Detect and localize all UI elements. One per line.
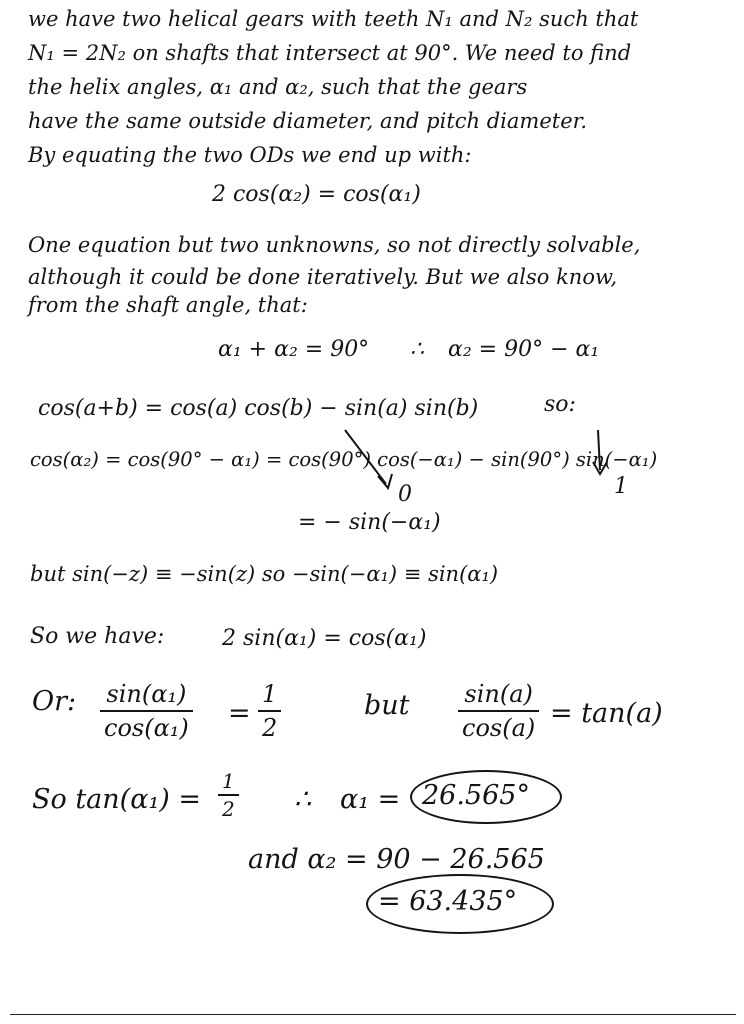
zero-result: 0 (398, 482, 412, 507)
expansion-line: cos(α₂) = cos(90° − α₁) = cos(90°) cos(−α₁) − sin(90°) sin(−α₁) (30, 448, 658, 471)
but-identity-line: but sin(−z) ≡ −sin(z) so −sin(−α₁) ≡ sin(α₁) (30, 562, 499, 586)
fraction-numerator: 1 (222, 769, 235, 793)
one-result: 1 (614, 474, 628, 499)
fraction-denominator: cos(a) (462, 714, 536, 742)
fraction-sin-over-cos-a (458, 680, 539, 742)
fraction-sin-over-cos-alpha1 (100, 680, 193, 742)
alpha2-expression: and α₂ = 90 − 26.565 (248, 844, 545, 875)
alpha2-answer: = 63.435° (378, 886, 518, 917)
neg-sin-line: = − sin(−α₁) (298, 510, 441, 535)
fraction-denominator: 2 (262, 714, 278, 742)
therefore-symbol: ∴ (410, 337, 424, 362)
equation-od: 2 cos(α₂) = cos(α₁) (212, 182, 421, 207)
or-label: Or: (32, 686, 77, 717)
so-tan-label: So tan(α₁) = (32, 784, 202, 815)
fraction-numerator: 1 (262, 680, 278, 708)
identity-cos-sum: cos(a+b) = cos(a) cos(b) − sin(a) sin(b) (38, 396, 479, 421)
bottom-rule (10, 1014, 736, 1015)
intro-line-1: we have two helical gears with teeth N₁ and N₂ such that (28, 7, 639, 31)
equation-have: 2 sin(α₁) = cos(α₁) (222, 626, 427, 651)
so-colon: so: (544, 392, 576, 417)
so-we-have-label: So we have: (30, 624, 165, 649)
equation-angle-sum: α₁ + α₂ = 90° (218, 337, 370, 362)
therefore-symbol-2: ∴ (294, 784, 312, 815)
but-label: but (364, 690, 410, 721)
para2-line-2: although it could be done iteratively. But we also know, (28, 265, 618, 289)
fraction-one-half-tan (218, 770, 239, 820)
para2-line-3: from the shaft angle, that: (28, 293, 308, 317)
fraction-bar (258, 710, 281, 712)
equals-sign: = (228, 698, 251, 729)
fraction-numerator: sin(α₁) (106, 680, 187, 708)
alpha1-answer: 26.565° (422, 780, 530, 811)
fraction-denominator: cos(α₁) (104, 714, 189, 742)
fraction-denominator: 2 (222, 797, 235, 821)
fraction-one-half (258, 680, 281, 742)
fraction-bar (458, 710, 539, 712)
intro-line-5: By equating the two ODs we end up with: (28, 143, 472, 167)
equation-alpha2: α₂ = 90° − α₁ (448, 337, 600, 362)
fraction-bar (218, 794, 239, 796)
fraction-bar (100, 710, 193, 712)
para2-line-1: One equation but two unknowns, so not directly solvable, (28, 233, 641, 257)
intro-line-2: N₁ = 2N₂ on shafts that intersect at 90°. We need to find (28, 41, 632, 65)
fraction-numerator: sin(a) (464, 680, 533, 708)
tan-a-equation: = tan(a) (550, 698, 663, 729)
alpha1-label: α₁ = (340, 784, 401, 815)
intro-line-4: have the same outside diameter, and pitch diameter. (28, 109, 588, 133)
intro-line-3: the helix angles, α₁ and α₂, such that the gears (28, 75, 528, 99)
